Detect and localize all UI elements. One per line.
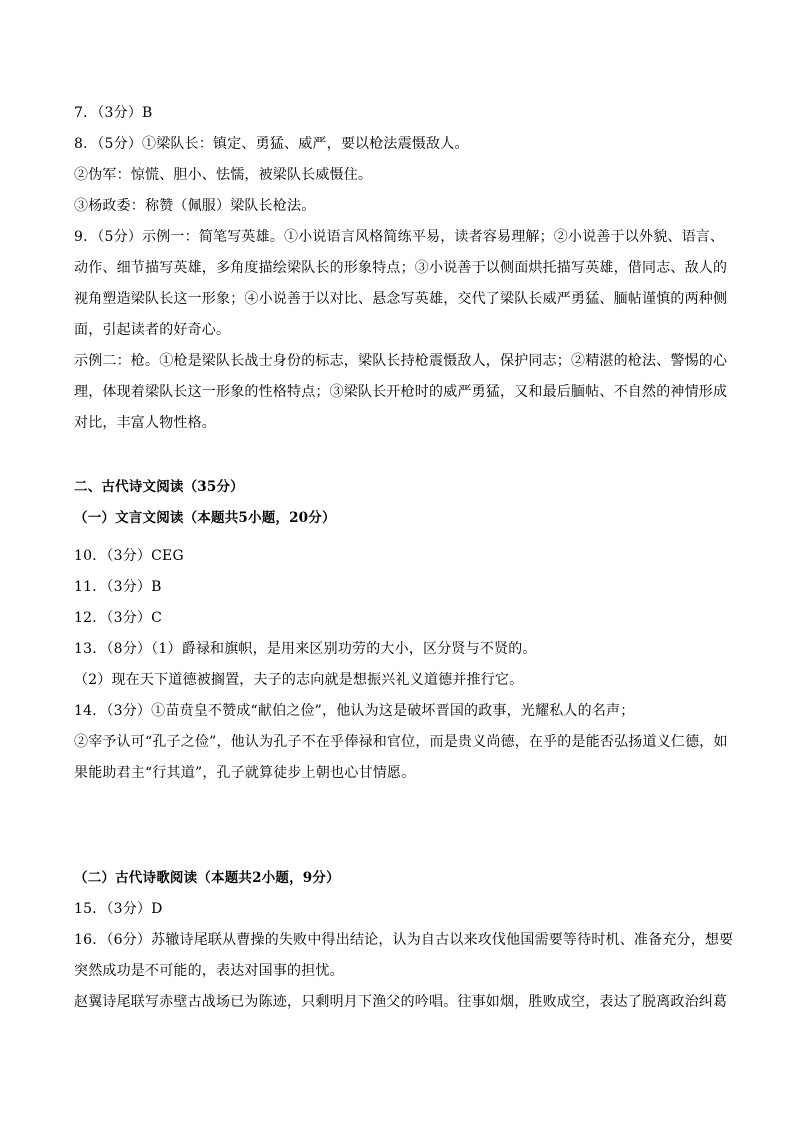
answer-9-example-2-line-1: 示例二：枪。①枪是梁队长战士身份的标志，梁队长持枪震慑敌人，保护同志；②精湛的枪法、警惕的心 [74,353,728,369]
answer-14-item-2-line-2: 果能助君主“行其道”，孔子就算徒步上朝也心甘情愿。 [74,765,416,781]
answer-11: 11．（3分）B [74,579,162,595]
section-heading-ancient-poetry: 二、古代诗文阅读（35分） [74,479,244,495]
answer-7: 7．（3分）B [74,105,153,121]
answer-9-line-2: 动作、细节描写英雄，多角度描绘梁队长的形象特点；③小说善于以侧面烘托描写英雄，借同志、敌人的 [74,260,728,276]
answer-10: 10．（3分）CEG [74,548,184,564]
answer-14-item-2-line-1: ②宰予认可“孔子之俭”，他认为孔子不在乎俸禄和官位，而是贵义尚德，在乎的是能否弘扬道义仁德，如 [74,734,728,750]
answer-8-item-3: ③杨政委：称赞（佩服）梁队长枪法。 [74,198,316,214]
answer-9-line-1: 9．（5分）示例一：简笔写英雄。①小说语言风格简练平易，读者容易理解；②小说善于以外貌、语言、 [74,229,725,245]
answer-9-line-4: 面，引起读者的好奇心。 [74,322,231,338]
answer-8: 8．（5分）①梁队长：镇定、勇猛、威严，要以枪法震慑敌人。 [74,136,469,152]
answer-9-example-2-line-3: 对比，丰富人物性格。 [74,415,216,431]
answer-15: 15．（3分）D [74,901,163,917]
answer-13: 13．（8分）（1）爵禄和旗帜，是用来区别功劳的大小，区分贤与不贤的。 [74,641,537,657]
answer-14: 14．（3分）①苗贲皇不赞成“献伯之俭”，他认为这是破坏晋国的政事，光耀私人的名声； [74,703,635,719]
answer-12: 12．（3分）C [74,610,163,626]
answer-16-line-3: 赵翼诗尾联写赤壁古战场已为陈迹，只剩明月下渔父的吟唱。往事如烟，胜败成空，表达了脱离政治纠葛 [74,994,728,1010]
subsection-heading-classical-prose: （一）文言文阅读（本题共5小题，20分） [74,510,336,526]
answer-8-item-2: ②伪军：惊慌、胆小、怯懦，被梁队长威慑住。 [74,167,373,183]
subsection-heading-classical-poetry: （二）古代诗歌阅读（本题共2小题，9分） [74,870,340,886]
answer-16-line-2: 突然成功是不可能的，表达对国事的担忧。 [74,963,344,979]
answer-13-part-2: （2）现在天下道德被搁置，夫子的志向就是想振兴礼义道德并推行它。 [74,672,524,688]
answer-9-line-3: 视角塑造梁队长这一形象；④小说善于以对比、悬念写英雄，交代了梁队长威严勇猛、腼帖谨慎的两种侧 [74,291,728,307]
answer-9-example-2-line-2: 理，体现着梁队长这一形象的性格特点；③梁队长开枪时的威严勇猛，又和最后腼帖、不自然的神情形成 [74,384,728,400]
answer-16-line-1: 16．（6分）苏辙诗尾联从曹操的失败中得出结论，认为自古以来攻伐他国需要等待时机、准备充分，想要 [74,932,734,948]
